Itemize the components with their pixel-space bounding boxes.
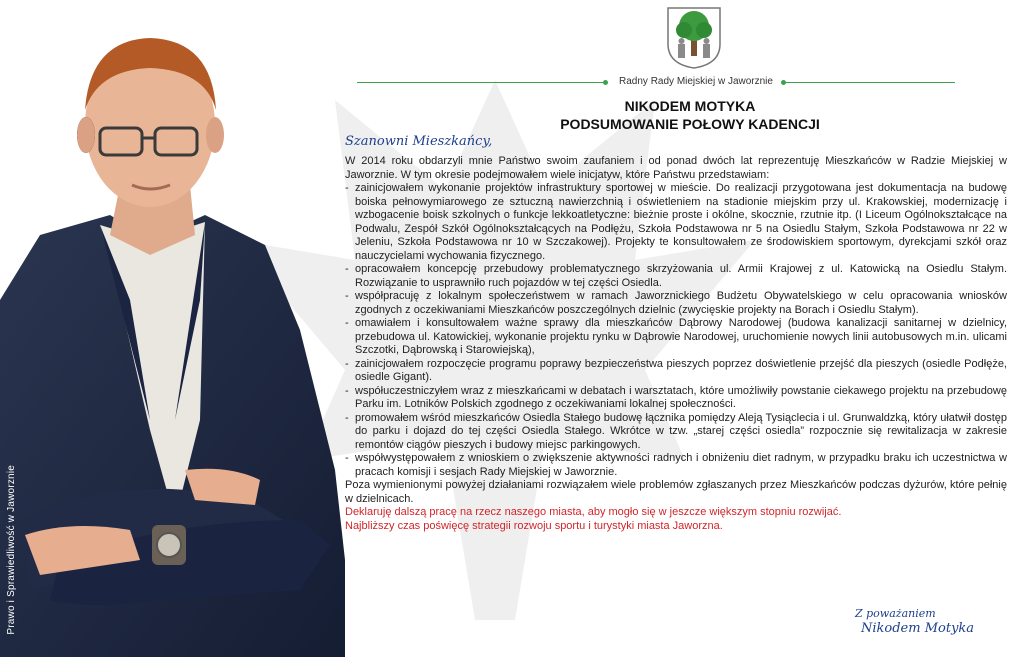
letter-closing: Poza wymienionymi powyżej działaniami rozwiązałem wiele problemów zgłaszanych przez Mieszkańców podczas dyżurów, które pełnię w dzielnicach. (345, 479, 1007, 505)
page-subtitle: PODSUMOWANIE POŁOWY KADENCJI (560, 116, 820, 132)
jaworzno-coat-of-arms-icon (664, 6, 724, 70)
header-rule-left (357, 82, 603, 83)
portrait-photo (0, 0, 345, 657)
initiative-item: - współpracuję z lokalnym społeczeństwem w ramach Jaworznickiego Budżetu Obywatelskiego w celu opracowania wniosków zgodnych z oczekiwaniami Mieszkańców poszczególnych dzielnic (zwycięskie projekty na Borach i Osiedlu Stałym). (345, 290, 1007, 317)
initiative-item: - współwystępowałem z wnioskiem o zwiększenie aktywności radnych i obniżeniu diet radnym, w przypadku braku ich uczestnictwa w pracach komisji i sesjach Rady Miejskiej w Jaworznie. (345, 452, 1007, 479)
signoff-text: Z poważaniem (855, 607, 936, 620)
letter-greeting: Szanowni Mieszkańcy, (345, 134, 493, 149)
initiative-item: - zainicjowałem wykonanie projektów infrastruktury sportowej w mieście. Do realizacji przygotowana jest dokumentacja na budowę boiska pełnowymiarowego ze sztuczną nawierzchnią i oświetleniem na stadionie miejskim przy ul. Krakowskiej, modernizację i wzbogacenie boisk szkolnych o funkcje lekkoatletyczne: bieżnie proste i okólne, skocznie, rzutnie itp. (I Liceum Ogólnokształcące na Podwalu, Zespół Szkół Ogólnokształcących na Podłężu, Szkoła Podstawowa nr 5 na Osiedlu Stałym, Szkoła Podstawowa nr 22 w Jeleniu, Szkoła Podstawowa nr 10 w Szczakowej). Projekty te konsultowałem ze środowiskiem sportowym, dyrekcjami szkół oraz nauczycielami wychowania fizycznego. (345, 182, 1007, 263)
party-caption: Prawo i Sprawiedliwość w Jaworznie (6, 465, 17, 635)
signature-name: Nikodem Motyka (861, 621, 975, 636)
initiatives-list (345, 182, 1007, 479)
initiative-item: - omawiałem i konsultowałem ważne sprawy dla mieszkańców Dąbrowy Narodowej (budowa kanalizacji sanitarnej w dzielnicy, przebudowa ul. Katowickiej, wykonanie projektu rynku w Dąbrowie Narodowej, uruchomienie nowych linii autobusowych m.in. ulicami Szczotki, Dąbrowską i Starowiejską), (345, 317, 1007, 358)
initiative-item: - opracowałem koncepcję przebudowy problematycznego skrzyżowania ul. Armii Krajowej z ul. Katowicką na Osiedlu Stałym. Rozwiązanie to usprawniło ruch pojazdów w tej części Osiedla. (345, 263, 1007, 290)
letter-body (345, 155, 1007, 533)
header-rule-right (785, 82, 955, 83)
council-label: Radny Rady Miejskiej w Jaworznie (619, 76, 773, 87)
future-focus-line: Najbliższy czas poświęcę strategii rozwoju sportu i turystyki miasta Jaworzna. (345, 519, 723, 532)
header-rule-dot-left (603, 80, 608, 85)
initiative-item: - zainicjowałem rozpoczęcie programu poprawy bezpieczeństwa pieszych poprzez doświetlenie przejść dla pieszych (osiedle Podłęże, osiedle Gigant). (345, 358, 1007, 385)
councillor-name: NIKODEM MOTYKA (624, 98, 756, 114)
initiative-item: - promowałem wśród mieszkańców Osiedla Stałego budowę łącznika pomiędzy Aleją Tysiąclecia i ul. Grunwaldzką, który ułatwił dostęp do parku i dojazd do tej części Osiedla Stałego. Wkrótce w tzw. „starej części osiedla” rozpocznie się rewitalizacja w zakresie remontów ciągów pieszych i budowy miejsc parkingowych. (345, 412, 1007, 453)
declaration-line: Deklaruję dalszą pracę na rzecz naszego miasta, aby mogło się w jeszcze większym stopniu rozwijać. (345, 506, 842, 518)
portrait-illustration (0, 0, 345, 657)
letter-intro: W 2014 roku obdarzyli mnie Państwo swoim zaufaniem i od ponad dwóch lat reprezentuję Mieszkańców w Radzie Miejskiej w Jaworznie. W tym okresie podejmowałem wiele inicjatyw, które Państwu przedstawiam: (345, 155, 1007, 181)
initiative-item: - współuczestniczyłem wraz z mieszkańcami w debatach i warsztatach, które umożliwiły powstanie ciekawego projektu na przebudowę Parku im. Lotników Polskich zgodnego z oczekiwaniami lokalnej społeczności. (345, 385, 1007, 412)
signature-block (855, 606, 995, 636)
